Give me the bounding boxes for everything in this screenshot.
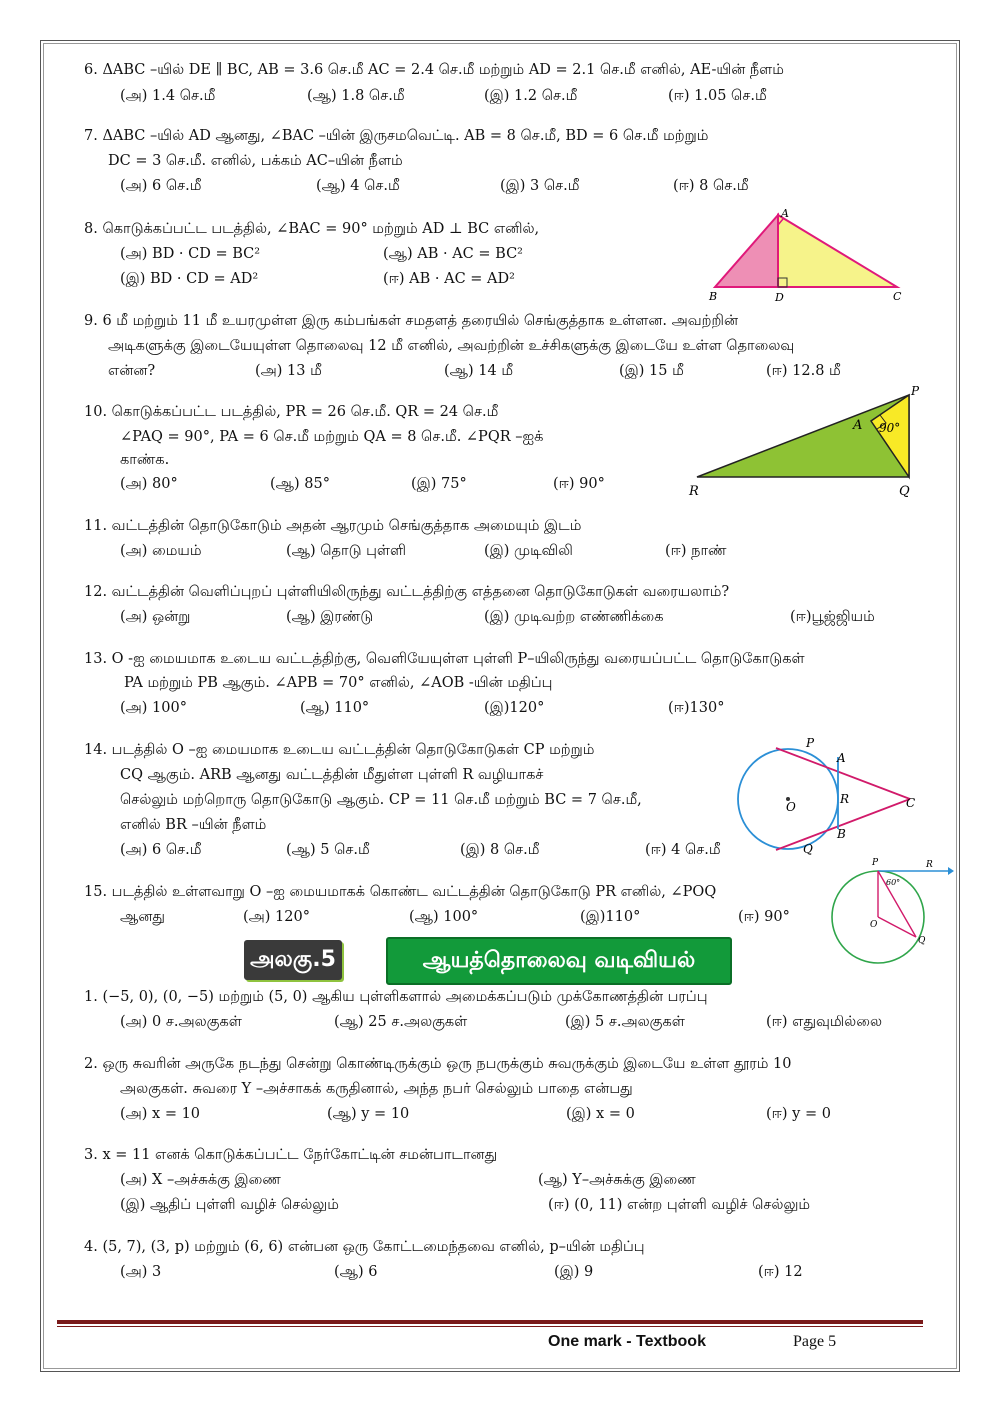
q6-option-a[interactable]: (அ) 1.4 செ.மீ [120,88,216,104]
c2-text-2: அலகுகள். சுவரை Y –அச்சாகக் கருதினால், அந்த நபர் செல்லும் பாதை என்பது [120,1081,633,1097]
unit-title-banner: ஆயத்தொலைவு வடிவியல் [386,937,732,985]
footer-title: One mark - Textbook [548,1333,706,1350]
q9-text-1: 9. 6 மீ மற்றும் 11 மீ உயரமுள்ள இரு கம்பங்கள் சமதளத் தரையில் செங்குத்தாக உள்ளன. அவற்றின் [84,313,739,329]
q11-option-d[interactable]: (ஈ) நாண் [665,543,727,559]
c3-option-d[interactable]: (ஈ) (0, 11) என்ற புள்ளி வழிச் செல்லும் [548,1197,811,1213]
q14-option-b[interactable]: (ஆ) 5 செ.மீ [286,842,370,858]
q7-option-d[interactable]: (ஈ) 8 செ.மீ [673,178,749,194]
q14-label-b: B [837,827,846,841]
q7-option-a[interactable]: (அ) 6 செ.மீ [120,178,202,194]
c2-option-b[interactable]: (ஆ) y = 10 [327,1106,410,1122]
q7-option-b[interactable]: (ஆ) 4 செ.மீ [316,178,400,194]
q14-label-q: Q [803,842,813,856]
c2-option-c[interactable]: (இ) x = 0 [566,1106,635,1122]
q10-label-90: 90° [879,421,901,435]
q14-label-a: A [837,751,846,765]
footer-rule-thick [57,1320,923,1324]
q8-triangle-figure [705,205,910,305]
c3-option-a[interactable]: (அ) X –அச்சுக்கு இணை [120,1172,281,1188]
q9-option-b[interactable]: (ஆ) 14 மீ [444,363,514,379]
q10-option-b[interactable]: (ஆ) 85° [270,476,330,492]
q14-option-d[interactable]: (ஈ) 4 செ.மீ [645,842,721,858]
q10-triangle-prq [697,395,909,477]
q8-text: 8. கொடுக்கப்பட்ட படத்தில், ∠BAC = 90° மற்றும் AD ⊥ BC எனில், [84,221,540,237]
c1-option-d[interactable]: (ஈ) எதுவுமில்லை [766,1014,882,1030]
q8-triangle-abd [715,215,778,287]
c4-option-c[interactable]: (இ) 9 [554,1264,594,1280]
q15-circle-figure [826,855,956,970]
q10-text-3: காண்க. [120,452,170,468]
c4-text: 4. (5, 7), (3, p) மற்றும் (6, 6) என்பன ஒரு கோட்டமைந்தவை எனில், p–யின் மதிப்பு [84,1239,645,1255]
q15-label-q: Q [918,936,926,946]
c1-option-a[interactable]: (அ) 0 ச.அலகுகள் [120,1014,242,1030]
c2-option-a[interactable]: (அ) x = 10 [120,1106,201,1122]
q14-text-1: 14. படத்தில் O –ஐ மையமாக உடைய வட்டத்தின் தொடுகோடுகள் CP மற்றும் [84,742,595,758]
q13-text-1: 13. O -ஐ மையமாக உடைய வட்டத்திற்கு, வெளியேயுள்ள புள்ளி P–யிலிருந்து வரையப்பட்ட தொடுகோடுகள் [84,651,805,667]
q10-triangle-figure [685,385,925,500]
c2-option-d[interactable]: (ஈ) y = 0 [766,1106,831,1122]
q11-option-a[interactable]: (அ) மையம் [120,543,202,559]
q8-label-b: B [709,290,718,303]
q8-label-d: D [775,291,784,304]
q8-option-d[interactable]: (ஈ) AB · AC = AD² [383,271,515,287]
page-number: Page 5 [793,1333,837,1350]
q10-label-p: P [911,385,920,398]
c1-option-c[interactable]: (இ) 5 ச.அலகுகள் [565,1014,685,1030]
q9-option-c[interactable]: (இ) 15 மீ [619,363,684,379]
q15-option-b[interactable]: (ஆ) 100° [409,909,479,925]
q14-text-2: CQ ஆகும். ARB ஆனது வட்டத்தின் மீதுள்ள புள்ளி R வழியாகச் [120,767,544,783]
q6-option-d[interactable]: (ஈ) 1.05 செ.மீ [668,88,767,104]
q13-option-c[interactable]: (இ)120° [484,700,545,716]
q14-label-o: O [786,800,796,814]
q15-text-1: 15. படத்தில் உள்ளவாறு O –ஐ மையமாகக் கொண்ட வட்டத்தின் தொடுகோடு PR எனில், ∠POQ [84,884,717,900]
c3-option-c[interactable]: (இ) ஆதிப் புள்ளி வழிச் செல்லும் [120,1197,339,1213]
c3-text: 3. x = 11 எனக் கொடுக்கப்பட்ட நேர்கோட்டின் சமன்பாடானது [84,1147,498,1163]
q15-option-c[interactable]: (இ)110° [580,909,641,925]
unit-number-banner: அலகு.5 [244,940,342,980]
q8-label-c: C [893,290,902,303]
q14-circle-figure [730,733,930,858]
q15-label-p: P [872,858,879,868]
q11-text: 11. வட்டத்தின் தொடுகோடும் அதன் ஆரமும் செங்குத்தாக அமையும் இடம் [84,518,582,534]
q7-text-1: 7. ΔABC –யில் AD ஆனது, ∠BAC –யின் இருசமவெட்டி. AB = 8 செ.மீ, BD = 6 செ.மீ மற்றும் [84,128,709,144]
q15-option-a[interactable]: (அ) 120° [243,909,310,925]
q10-option-c[interactable]: (இ) 75° [411,476,467,492]
q6-option-c[interactable]: (இ) 1.2 செ.மீ [484,88,578,104]
c4-option-b[interactable]: (ஆ) 6 [334,1264,378,1280]
q10-text-2: ∠PAQ = 90°, PA = 6 செ.மீ மற்றும் QA = 8 செ.மீ. ∠PQR –ஐக் [120,429,544,445]
q10-label-r: R [689,484,699,499]
q13-option-a[interactable]: (அ) 100° [120,700,187,716]
c2-text-1: 2. ஒரு சுவரின் அருகே நடந்து சென்று கொண்டிருக்கும் ஒரு நபருக்கும் சுவருக்கும் இடையே உள்ள தூரம் 10 [84,1056,792,1072]
q11-option-c[interactable]: (இ) முடிவிலி [484,543,573,559]
q12-option-d[interactable]: (ஈ)பூஜ்ஜியம் [790,609,875,625]
q15-label-o: O [870,920,878,930]
q10-option-d[interactable]: (ஈ) 90° [553,476,605,492]
q10-option-a[interactable]: (அ) 80° [120,476,178,492]
q11-option-b[interactable]: (ஆ) தொடு புள்ளி [286,543,407,559]
q15-text-2: ஆனது [120,909,165,925]
q15-label-60: 60° [886,878,901,887]
q10-text-1: 10. கொடுக்கப்பட்ட படத்தில், PR = 26 செ.மீ. QR = 24 செ.மீ [84,404,499,420]
c3-option-b[interactable]: (ஆ) Y–அச்சுக்கு இணை [538,1172,696,1188]
q8-option-c[interactable]: (இ) BD · CD = AD² [120,271,259,287]
q9-option-d[interactable]: (ஈ) 12.8 மீ [766,363,841,379]
q7-text-2: DC = 3 செ.மீ. எனில், பக்கம் AC–யின் நீளம் [108,153,403,169]
q14-label-r: R [840,792,850,806]
c4-option-a[interactable]: (அ) 3 [120,1264,162,1280]
q13-text-2: PA மற்றும் PB ஆகும். ∠APB = 70° எனில், ∠AOB -யின் மதிப்பு [124,675,553,691]
q12-option-a[interactable]: (அ) ஒன்று [120,609,191,625]
c1-text: 1. (−5, 0), (0, −5) மற்றும் (5, 0) ஆகிய புள்ளிகளால் அமைக்கப்படும் முக்கோணத்தின் பரப்பு [84,989,708,1005]
q7-option-c[interactable]: (இ) 3 செ.மீ [500,178,580,194]
q13-option-d[interactable]: (ஈ)130° [668,700,725,716]
q8-option-a[interactable]: (அ) BD · CD = BC² [120,246,261,262]
q10-label-q: Q [899,484,910,499]
c4-option-d[interactable]: (ஈ) 12 [758,1264,803,1280]
q15-option-d[interactable]: (ஈ) 90° [738,909,790,925]
q9-option-a[interactable]: (அ) 13 மீ [255,363,322,379]
q8-triangle-adc [778,215,897,287]
q14-text-4: எனில் BR –யின் நீளம் [120,817,267,833]
q9-text-2: அடிகளுக்கு இடையேயுள்ள தொலைவு 12 மீ எனில், அவற்றின் உச்சிகளுக்கு இடையே உள்ள தொலைவு [108,338,795,354]
q14-option-c[interactable]: (இ) 8 செ.மீ [460,842,540,858]
q12-option-b[interactable]: (ஆ) இரண்டு [286,609,374,625]
q12-text: 12. வட்டத்தின் வெளிப்புறப் புள்ளியிலிருந்து வட்டத்திற்கு எத்தனை தொடுகோடுகள் வரையலாம்? [84,584,730,600]
q8-option-b[interactable]: (ஆ) AB · AC = BC² [383,246,523,262]
c1-option-b[interactable]: (ஆ) 25 ச.அலகுகள் [334,1014,468,1030]
q15-label-r: R [926,860,933,870]
q12-option-c[interactable]: (இ) முடிவற்ற எண்ணிக்கை [484,609,664,625]
q14-label-p: P [806,736,815,750]
q9-text-3: என்ன? [108,363,156,379]
footer-rule-thin [57,1326,923,1327]
q14-option-a[interactable]: (அ) 6 செ.மீ [120,842,202,858]
q8-label-a: A [781,207,789,220]
q14-text-3: செல்லும் மற்றொரு தொடுகோடு ஆகும். CP = 11 செ.மீ மற்றும் BC = 7 செ.மீ, [120,792,642,808]
q14-tangent-cq [776,799,910,850]
q14-label-c: C [906,796,916,810]
q6-option-b[interactable]: (ஆ) 1.8 செ.மீ [307,88,405,104]
q6-text: 6. ΔABC –யில் DE ∥ BC, AB = 3.6 செ.மீ AC = 2.4 செ.மீ மற்றும் AD = 2.1 செ.மீ எனில், AE-யின் நீளம் [84,62,784,78]
q10-label-a: A [853,418,863,433]
q13-option-b[interactable]: (ஆ) 110° [300,700,370,716]
